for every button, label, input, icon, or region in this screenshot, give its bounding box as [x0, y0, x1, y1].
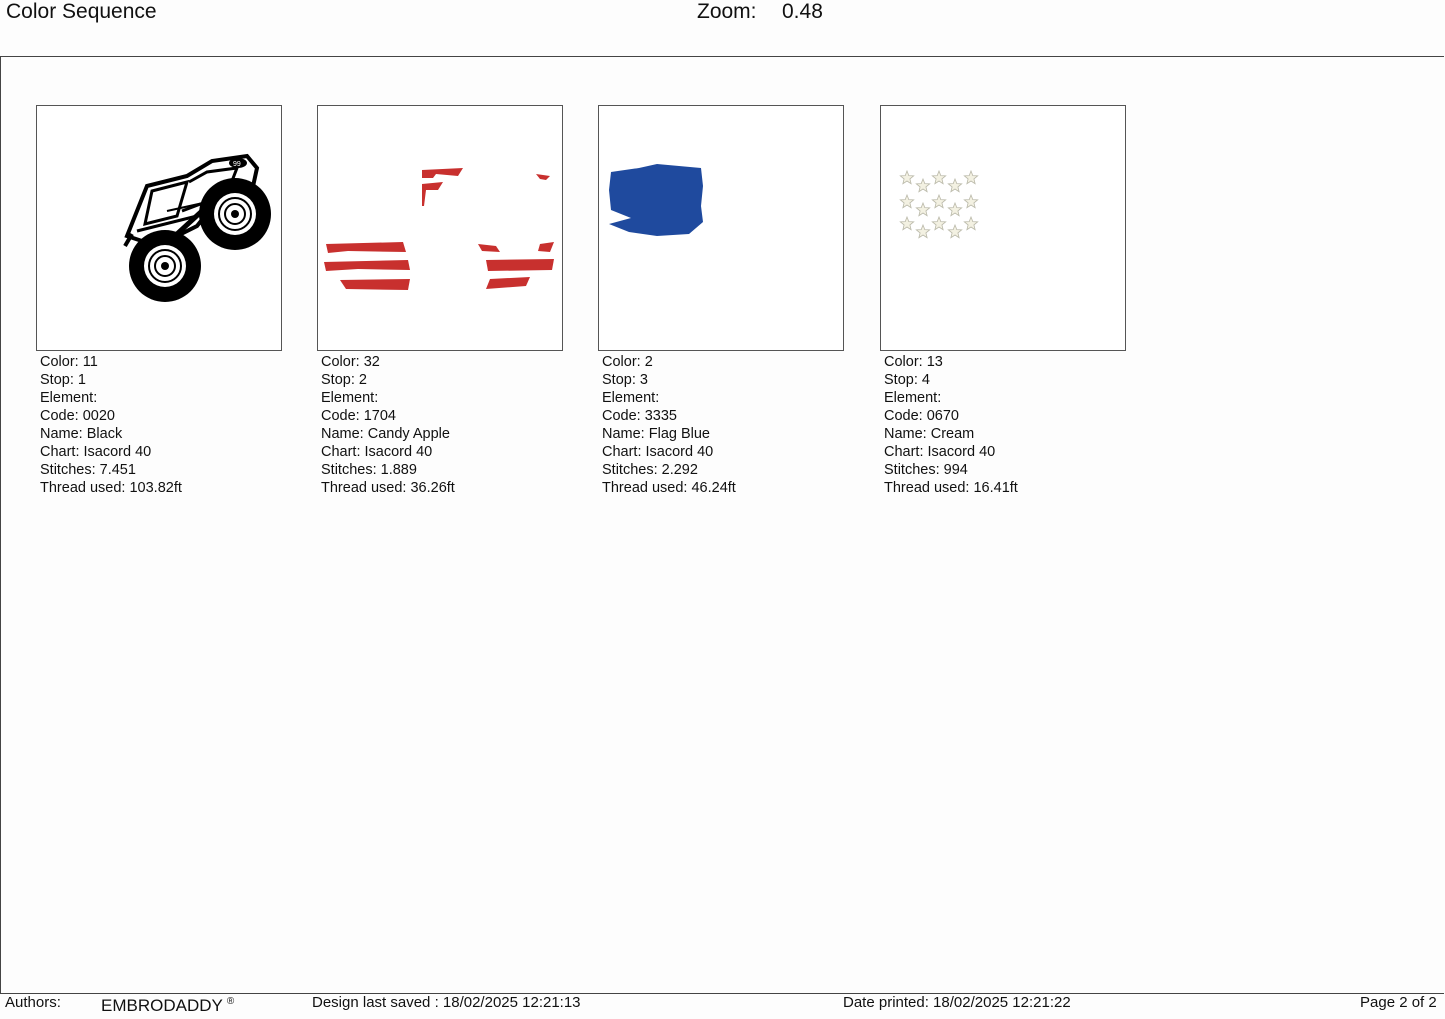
star-shape [964, 195, 977, 208]
monster-truck-icon [37, 106, 281, 350]
stitch-count: Stitches: 1.889 [321, 462, 417, 478]
thread-name: Name: Flag Blue [602, 426, 710, 442]
color-card-4 [880, 105, 1128, 497]
flag-stripes-icon [318, 106, 562, 350]
star-shape [916, 179, 929, 192]
star-shape [900, 171, 913, 184]
page-title: Color Sequence [6, 0, 157, 23]
star-shape [900, 195, 913, 208]
svg-text:99: 99 [233, 161, 241, 168]
element-label: Element: [602, 390, 660, 406]
star-shape [900, 217, 913, 230]
color-number: Color: 13 [884, 354, 943, 370]
color-card-2 [317, 105, 565, 497]
thread-chart: Chart: Isacord 40 [884, 444, 996, 460]
thread-chart: Chart: Isacord 40 [321, 444, 433, 460]
thread-used: Thread used: 46.24ft [602, 480, 736, 496]
author-name-text: EMBRODADDY [101, 996, 223, 1015]
star-shape [916, 225, 929, 238]
color-number: Color: 2 [602, 354, 653, 370]
thread-code: Code: 0670 [884, 408, 959, 424]
stitch-count: Stitches: 994 [884, 462, 968, 478]
stars-icon [881, 106, 1125, 350]
thread-code: Code: 1704 [321, 408, 396, 424]
zoom-label: Zoom: [697, 0, 757, 23]
thread-chart: Chart: Isacord 40 [40, 444, 152, 460]
element-label: Element: [884, 390, 942, 406]
element-label: Element: [40, 390, 98, 406]
stitch-count: Stitches: 2.292 [602, 462, 698, 478]
color-card-3 [598, 105, 846, 497]
stop-number: Stop: 2 [321, 372, 367, 388]
registered-mark: ® [226, 996, 235, 1007]
date-printed: Date printed: 18/02/2025 12:21:22 [843, 994, 1071, 1011]
stitch-count: Stitches: 7.451 [40, 462, 136, 478]
element-label: Element: [321, 390, 379, 406]
design-saved-date: Design last saved : 18/02/2025 12:21:13 [312, 994, 581, 1011]
thread-code: Code: 0020 [40, 408, 115, 424]
thread-used: Thread used: 103.82ft [40, 480, 182, 496]
thread-name: Name: Cream [884, 426, 975, 442]
thread-chart: Chart: Isacord 40 [602, 444, 714, 460]
color-number: Color: 11 [40, 354, 98, 370]
thread-used: Thread used: 36.26ft [321, 480, 455, 496]
star-shape [948, 203, 961, 216]
star-shape [964, 171, 977, 184]
stop-number: Stop: 3 [602, 372, 648, 388]
page-number: Page 2 of 2 [1360, 994, 1437, 1011]
thread-name: Name: Black [40, 426, 123, 442]
thumbnail-flag-stripes [317, 105, 563, 351]
star-shape [932, 171, 945, 184]
thread-code: Code: 3335 [602, 408, 677, 424]
color-card-1 [36, 105, 284, 497]
stop-number: Stop: 4 [884, 372, 930, 388]
star-shape [916, 203, 929, 216]
star-shape [948, 179, 961, 192]
zoom-value: 0.48 [782, 0, 823, 23]
star-shape [932, 217, 945, 230]
thread-name: Name: Candy Apple [321, 426, 450, 442]
star-shape [948, 225, 961, 238]
star-shape [932, 195, 945, 208]
thumbnail-flag-canton [598, 105, 844, 351]
thumbnail-stars [880, 105, 1126, 351]
stop-number: Stop: 1 [40, 372, 86, 388]
color-number: Color: 32 [321, 354, 380, 370]
thumbnail-monster-truck [36, 105, 282, 351]
thread-used: Thread used: 16.41ft [884, 480, 1018, 496]
author-name [101, 996, 234, 1016]
star-shape [964, 217, 977, 230]
authors-label: Authors: [5, 994, 61, 1011]
flag-canton-icon [599, 106, 843, 350]
